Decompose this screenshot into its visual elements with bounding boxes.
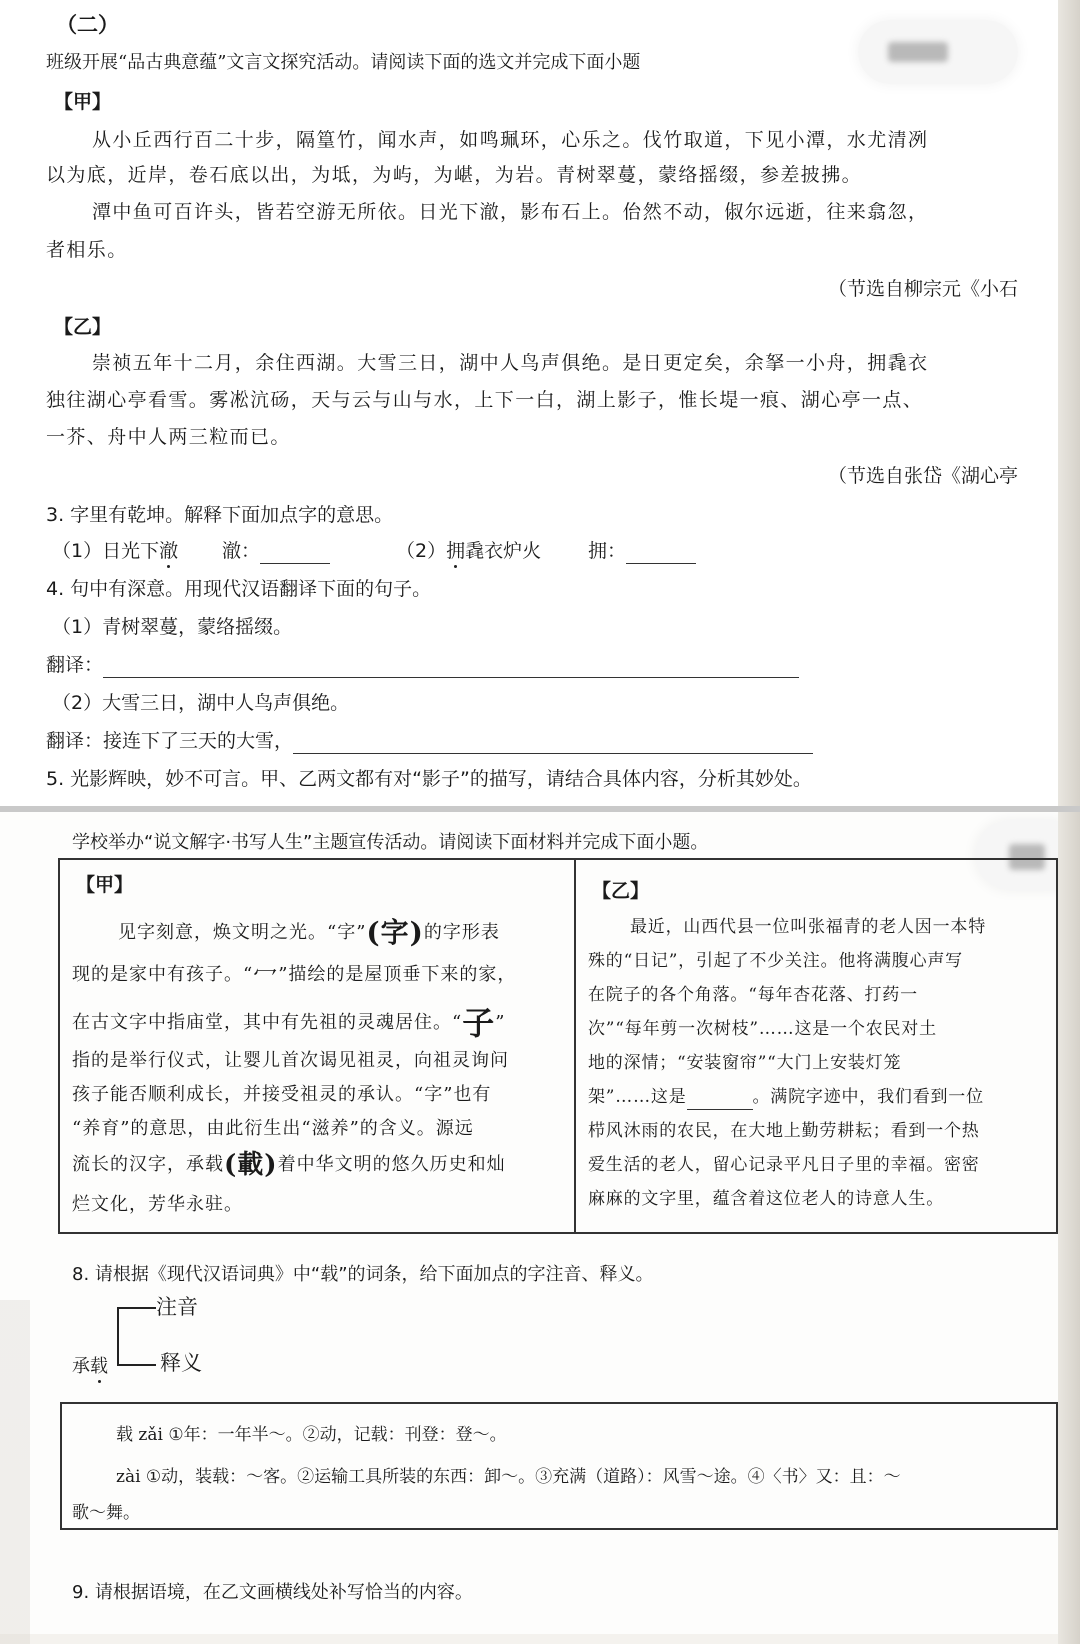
material-jia-line5: 孩子能否顺利成长，并接受祖灵的承认。“字”也有 (72, 1084, 492, 1105)
q4-translation1 (46, 652, 799, 678)
q8-word (72, 1354, 108, 1380)
material-jia-line4: 指的是举行仪式，让婴儿首次谒见祖灵，向祖灵询问 (72, 1050, 509, 1071)
q3-item2-text: 毳衣炉火 (465, 540, 542, 562)
q3-item2-label: 拥： (588, 540, 627, 562)
material-yi-line6a: 架”……这是 (588, 1087, 687, 1107)
material-yi-line4: 次”“每年剪一次树枝”……这是一个农民对土 (588, 1019, 937, 1039)
material-jia-line2 (72, 962, 516, 988)
page1-intro: 班级开展“品古典意蕴”文言文探究活动。请阅读下面的选文并完成下面小题 (46, 52, 641, 73)
page2-intro: 学校举办“说文解字·书写人生”主题宣传活动。请阅读下面材料并完成下面小题。 (72, 832, 709, 853)
material-jia-line8: 烂文化，芳华永驻。 (72, 1194, 243, 1215)
yi-fill-blank[interactable] (687, 1091, 753, 1110)
material-yi-line5: 地的深情；“安装窗帘”“大门上安装灯笼 (588, 1053, 902, 1073)
material-jia-line1 (118, 916, 500, 949)
dictionary-line3: 歌～舞。 (72, 1503, 140, 1523)
right-page-edge (1058, 0, 1080, 1644)
q9-title: 9. 请根据语境，在乙文画横线处补写恰当的内容。 (72, 1582, 473, 1603)
ancient-child-glyph-icon: 子 (462, 1004, 496, 1042)
material-jia-line7b: 着中华文明的悠久历史和灿 (277, 1154, 506, 1175)
material-yi-line7: 栉风沐雨的农民，在大地上勤劳耕耘；看到一个热 (588, 1121, 980, 1141)
q4-translation1-blank[interactable] (103, 657, 799, 678)
q5-title: 5. 光影辉映，妙不可言。甲、乙两文都有对“影子”的描写，请结合具体内容，分析其妙处。 (46, 768, 812, 790)
q3-item1-text: （1）日光下 (52, 540, 160, 562)
q3-item1-answer (222, 538, 330, 564)
q3-item2-dotted-char: 拥 (446, 540, 466, 562)
worksheet-page-2 (0, 812, 1058, 1634)
worksheet-page-1 (0, 0, 1058, 806)
q8-pinyin-label: 注音 (156, 1295, 198, 1319)
material-yi-line1: 最近，山西代县一位叫张福青的老人因一本特 (630, 917, 986, 937)
material-yi-tag: 【乙】 (592, 880, 650, 902)
q4-title: 4. 句中有深意。用现代汉语翻译下面的句子。 (46, 578, 432, 600)
dictionary-line2: zài ①动，装载：～客。②运输工具所装的东西：卸～。③充满（道路）：风雪～途。④〈书〉又：且：～ (116, 1467, 901, 1487)
q3-item1-label: 澈： (222, 540, 261, 562)
ancient-zi-glyph-icon: (字) (366, 916, 424, 949)
q8-bracket (110, 1288, 160, 1378)
ancient-zai-glyph-icon: (載) (224, 1150, 278, 1180)
material-yi-line3: 在院子的各个角落。“每年杏花落、打药一 (588, 985, 918, 1005)
material-jia-line2a: 现的是家中有孩子。“ (72, 964, 254, 985)
yi-line1: 崇祯五年十二月，余住西湖。大雪三日，湖中人鸟声俱绝。是日更定矣，余拏一小舟，拥毳衣 (92, 352, 929, 374)
yi-tag: 【乙】 (54, 316, 112, 338)
q8-word-dotted-char: 载 (90, 1356, 108, 1377)
q8-title: 8. 请根据《现代汉语词典》中“载”的词条，给下面加点的字注音、释义。 (72, 1264, 654, 1285)
material-yi-line8: 爱生活的老人，留心记录平凡日子里的幸福。密密 (588, 1155, 980, 1175)
material-jia-line3b: ” (495, 1012, 506, 1033)
q3-item2 (396, 538, 541, 564)
material-jia-line7 (72, 1152, 506, 1178)
material-jia-line6: “养育”的意思，由此衍生出“滋养”的含义。源远 (72, 1118, 474, 1139)
yi-line2: 独往湖心亭看雪。雾凇沆砀，天与云与山与水，上下一白，湖上影子，惟长堤一痕、湖心亭一点、 (46, 389, 924, 411)
background-texture (0, 1300, 30, 1644)
material-jia-line1a: 见字刻意，焕文明之光。“字” (118, 922, 367, 943)
q3-item1 (52, 538, 178, 564)
jia-para1-line2: 以为底，近岸，卷石底以出，为坻，为屿，为嵁，为岩。青树翠蔓，蒙络摇缀，参差披拂。 (46, 164, 863, 186)
yi-source: （节选自张岱《湖心亭 (828, 465, 1019, 487)
material-jia-line7a: 流长的汉字，承载 (72, 1154, 224, 1175)
q3-item2-blank[interactable] (626, 543, 696, 564)
material-yi-line9: 麻麻的文字里，蕴含着这位老人的诗意人生。 (588, 1189, 944, 1209)
q3-title: 3. 字里有乾坤。解释下面加点字的意思。 (46, 504, 394, 526)
blurred-overlay-tab (858, 20, 1018, 84)
materials-divider (574, 860, 576, 1232)
q3-item2-answer (588, 538, 696, 564)
material-jia-tag: 【甲】 (76, 874, 134, 896)
q4-translation2-blank[interactable] (293, 733, 813, 754)
q3-item1-blank[interactable] (260, 543, 330, 564)
material-jia-line3a: 在古文字中指庙堂，其中有先祖的灵魂居住。“ (72, 1012, 463, 1033)
q4-sentence1: （1）青树翠蔓，蒙络摇缀。 (52, 616, 293, 638)
dictionary-line1: 载 zǎi ①年：一年半～。②动，记载：刊登：登～。 (116, 1425, 507, 1445)
section-label: （二） (56, 13, 119, 37)
jia-source: （节选自柳宗元《小石 (828, 278, 1019, 300)
jia-para1-line1: 从小丘西行百二十步，隔篁竹，闻水声，如鸣珮环，心乐之。伐竹取道，下见小潭，水尤清冽 (92, 129, 929, 151)
q8-word-prefix: 承 (72, 1356, 90, 1377)
roof-radical-glyph-icon: 冖 (253, 961, 279, 989)
q4-translation2 (46, 728, 813, 754)
q4-translation1-label: 翻译： (46, 654, 104, 676)
q4-sentence2: （2）大雪三日，湖中人鸟声俱绝。 (52, 692, 350, 714)
jia-para2-line2: 者相乐。 (46, 239, 128, 261)
material-yi-line6b: 。满院字迹中，我们看到一位 (752, 1087, 984, 1107)
material-jia-line3 (72, 1004, 506, 1042)
material-jia-line2b: ”描绘的是屋顶垂下来的家， (278, 964, 517, 985)
q3-item1-dotted-char: 澈 (159, 540, 179, 562)
jia-para2-line1: 潭中鱼可百许头，皆若空游无所依。日光下澈，影布石上。佁然不动，俶尔远逝，往来翕忽， (92, 201, 929, 223)
yi-line3: 一芥、舟中人两三粒而已。 (46, 426, 291, 448)
q3-item2-prefix: （2） (396, 540, 447, 562)
material-yi-line2: 殊的“日记”，引起了不少关注。他将满腹心声写 (588, 951, 963, 971)
q4-translation2-label: 翻译：接连下了三天的大雪， (46, 730, 294, 752)
q8-meaning-label: 释义 (160, 1351, 202, 1375)
material-jia-line1b: 的字形表 (423, 922, 500, 943)
material-yi-line6 (588, 1084, 984, 1110)
jia-tag: 【甲】 (54, 91, 112, 113)
